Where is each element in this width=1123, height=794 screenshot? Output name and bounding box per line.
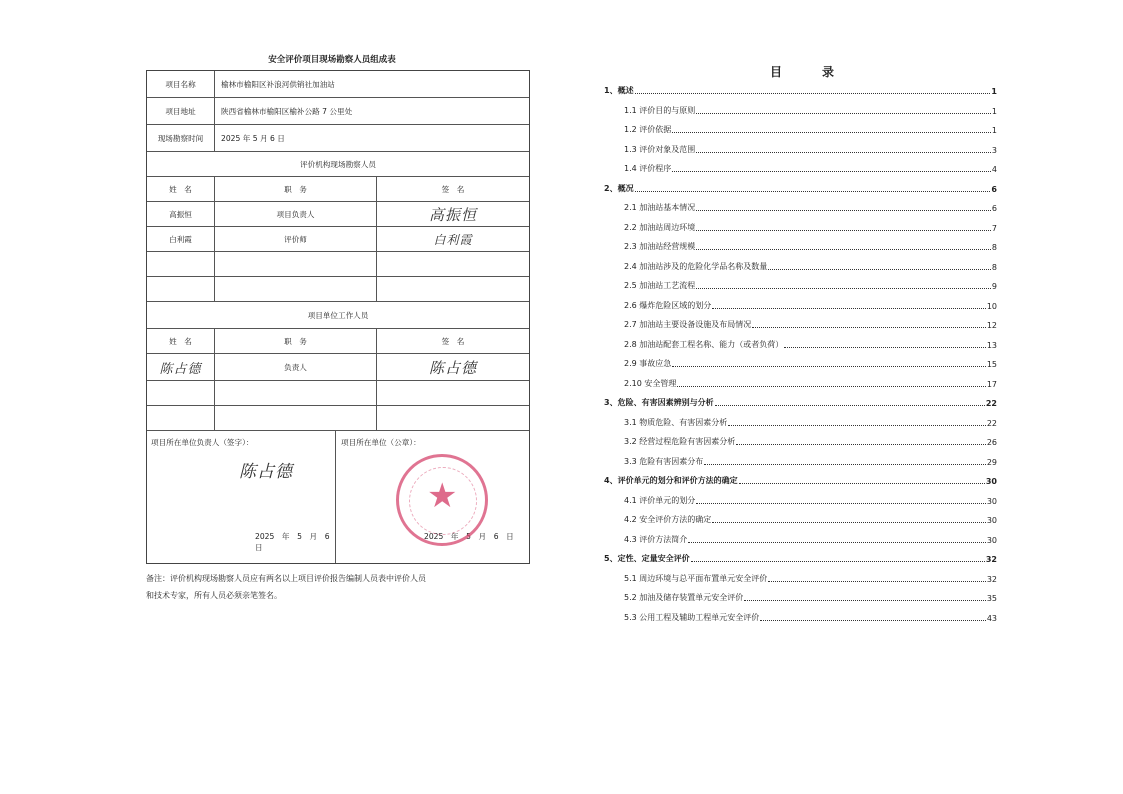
toc-entry[interactable] xyxy=(624,318,997,330)
head-sign-date: 2025 年 5 月 6 日 xyxy=(255,532,338,552)
toc-entry[interactable] xyxy=(624,162,997,174)
toc-entry-text: 5.3 公用工程及辅助工程单元安全评价 xyxy=(624,612,760,622)
unit-seal-date: 2025 年 5 月 6 日 xyxy=(424,532,514,541)
empty-row xyxy=(147,252,529,277)
toc-page-number: 8 xyxy=(991,262,997,272)
toc-entry-text: 3.3 危险有害因素分布 xyxy=(624,456,704,466)
toc-leader-dots xyxy=(784,347,986,348)
toc-entry-text: 3.2 经营过程危险有害因素分析 xyxy=(624,437,736,446)
form-note xyxy=(146,570,531,604)
toc-page-number: 26 xyxy=(986,438,997,447)
toc-page-number: 4 xyxy=(991,165,997,174)
toc-entry-text: 4、评价单元的划分和评价方法的确定 xyxy=(604,476,738,485)
toc-entry[interactable] xyxy=(624,533,997,545)
toc-leader-dots xyxy=(768,581,986,582)
unit-section-row xyxy=(147,302,529,329)
col-name-header: 姓 名 xyxy=(147,177,215,201)
toc-entry-text: 2.5 加油站工艺流程 xyxy=(624,281,696,290)
toc-page-number: 6 xyxy=(991,204,997,213)
toc-page-number: 8 xyxy=(991,243,997,252)
person-name: 白利霞 xyxy=(147,227,215,251)
toc-leader-dots xyxy=(696,152,991,153)
toc-page-number: 9 xyxy=(991,282,997,291)
handwritten-signature: 陈占德 xyxy=(428,358,477,377)
toc-page-number: 7 xyxy=(991,223,997,233)
toc-entry[interactable] xyxy=(624,221,997,233)
toc-page-number: 1 xyxy=(991,106,997,116)
toc-entry-text: 5.2 加油及储存装置单元安全评价 xyxy=(624,593,744,602)
toc-page-number: 43 xyxy=(986,613,997,623)
toc-leader-dots xyxy=(677,386,985,387)
toc-page-number: 17 xyxy=(986,379,997,389)
empty-row xyxy=(147,277,529,302)
empty-row xyxy=(147,406,529,431)
toc-page-number: 22 xyxy=(986,418,997,428)
toc-entry[interactable] xyxy=(604,84,997,96)
toc-leader-dots xyxy=(688,542,986,543)
toc-entry-text: 1、概述 xyxy=(604,86,634,95)
toc-entry[interactable] xyxy=(624,240,997,252)
toc-entry[interactable] xyxy=(624,357,997,369)
toc-leader-dots xyxy=(739,483,985,484)
toc-entry[interactable] xyxy=(624,513,997,525)
toc-entry-text: 2.8 加油站配套工程名称、能力（或者负荷） xyxy=(624,339,784,349)
toc-page-number: 13 xyxy=(986,340,997,350)
toc-entry-text: 2.2 加油站周边环境 xyxy=(624,222,696,232)
project-address-row xyxy=(147,98,529,125)
person-duty: 项目负责人 xyxy=(215,202,377,226)
toc-entry-text: 4.1 评价单元的划分 xyxy=(624,495,696,505)
handwritten-signature: 高振恒 xyxy=(428,205,477,224)
note-line: 备注：评价机构现场勘察人员应有两名以上项目评价报告编制人员表中评价人员 xyxy=(146,574,426,583)
toc-page-number: 32 xyxy=(985,555,997,564)
toc-entry[interactable] xyxy=(624,572,997,584)
toc-leader-dots xyxy=(715,405,985,406)
toc-entry[interactable] xyxy=(624,455,997,467)
toc-page-number: 30 xyxy=(986,516,997,525)
toc-page-number: 1 xyxy=(991,87,997,96)
toc-entry-text: 1.1 评价目的与原则 xyxy=(624,105,696,115)
toc-entry-text: 2.9 事故应急 xyxy=(624,359,672,368)
toc-page-number: 32 xyxy=(986,574,997,584)
toc-entry[interactable] xyxy=(624,104,997,116)
toc-leader-dots xyxy=(696,249,991,250)
toc-page-number: 30 xyxy=(986,535,997,545)
head-handwritten-signature: 陈占德 xyxy=(239,462,293,482)
toc-entry-text: 2.3 加油站经营规模 xyxy=(624,242,696,251)
col-sign-header: 签 名 xyxy=(441,184,465,194)
person-name: 高振恒 xyxy=(147,202,215,226)
toc-leader-dots xyxy=(728,425,986,426)
toc-entry[interactable] xyxy=(604,474,997,486)
toc-leader-dots xyxy=(691,561,985,562)
project-address-value: 陕西省榆林市榆阳区榆补公路 7 公里处 xyxy=(221,106,353,116)
toc-entry[interactable] xyxy=(624,260,997,272)
toc-page-number: 30 xyxy=(985,477,997,486)
toc-entry-text: 4.2 安全评价方法的确定 xyxy=(624,515,712,524)
head-sign-label: 项目所在单位负责人（签字）： xyxy=(151,438,254,447)
toc-leader-dots xyxy=(712,522,986,523)
survey-time-label: 现场勘察时间 xyxy=(147,125,215,151)
toc-page-number: 29 xyxy=(986,457,997,467)
toc-leader-dots xyxy=(672,366,986,367)
project-name-value: 榆林市榆阳区补浪河供销社加油站 xyxy=(221,79,335,89)
toc-page-number: 35 xyxy=(986,594,997,603)
person-duty: 评价师 xyxy=(215,227,377,251)
toc-entry-text: 1.2 评价依据 xyxy=(624,125,672,134)
official-seal xyxy=(396,454,488,546)
table-row xyxy=(147,354,529,381)
toc-entry-text: 5、定性、定量安全评价 xyxy=(604,554,690,563)
form-title: 安全评价项目现场勘察人员组成表 xyxy=(268,55,396,65)
toc-leader-dots xyxy=(696,503,986,504)
head-sign-cell xyxy=(147,431,336,563)
col-duty-header: 职 务 xyxy=(215,177,377,201)
table-row xyxy=(147,202,529,227)
toc-entry[interactable] xyxy=(624,123,997,135)
toc-leader-dots xyxy=(760,620,986,621)
toc-leader-dots xyxy=(696,113,991,114)
toc-leader-dots xyxy=(635,191,991,192)
toc-leader-dots xyxy=(768,269,991,270)
handwritten-name: 陈占德 xyxy=(147,354,215,380)
org-section-row xyxy=(147,152,529,177)
toc-leader-dots xyxy=(696,210,991,211)
toc-entry[interactable] xyxy=(624,494,997,506)
toc-entry-text: 2.10 安全管理 xyxy=(624,378,677,388)
toc-entry[interactable] xyxy=(604,552,997,564)
toc-entry[interactable] xyxy=(624,338,997,350)
org-section-title: 评价机构现场勘察人员 xyxy=(300,159,376,169)
toc-entry-text: 2.7 加油站主要设备设施及布局情况 xyxy=(624,320,752,329)
project-name-label: 项目名称 xyxy=(147,71,215,97)
note-line: 和技术专家，所有人员必须亲笔签名。 xyxy=(146,591,282,600)
person-duty: 负责人 xyxy=(215,354,377,380)
toc-entry[interactable] xyxy=(624,299,997,311)
toc-entry-text: 2、概况 xyxy=(604,183,634,193)
toc-entry[interactable] xyxy=(624,377,997,389)
survey-form-page xyxy=(128,50,536,610)
table-row xyxy=(147,227,529,252)
project-address-label: 项目地址 xyxy=(147,98,215,124)
toc-page-number: 10 xyxy=(986,301,997,311)
col-duty-header: 职 务 xyxy=(215,329,377,353)
toc-entry[interactable] xyxy=(624,591,997,603)
toc-leader-dots xyxy=(635,93,991,94)
unit-header-row xyxy=(147,329,529,354)
toc-entry[interactable] xyxy=(624,435,997,447)
toc-leader-dots xyxy=(696,288,991,289)
toc-leader-dots xyxy=(672,171,991,172)
toc-leader-dots xyxy=(696,230,991,231)
seal-star-icon: ★ xyxy=(427,476,458,516)
org-header-row xyxy=(147,177,529,202)
survey-time-value: 2025 年 5 月 6 日 xyxy=(221,133,285,143)
toc-entry-text: 1.3 评价对象及范围 xyxy=(624,144,696,154)
empty-row xyxy=(147,381,529,406)
unit-seal-label: 项目所在单位（公章）： xyxy=(341,438,421,447)
toc-page-number: 30 xyxy=(986,496,997,506)
toc-entry-text: 1.4 评价程序 xyxy=(624,164,672,173)
unit-section-title: 项目单位工作人员 xyxy=(307,310,369,320)
toc-page-number: 12 xyxy=(986,321,997,330)
handwritten-signature: 白利霞 xyxy=(433,232,473,247)
toc-entry-text: 4.3 评价方法简介 xyxy=(624,534,688,544)
toc-leader-dots xyxy=(752,327,986,328)
toc-page-number: 6 xyxy=(991,184,997,194)
toc-leader-dots xyxy=(744,600,986,601)
toc-entry[interactable] xyxy=(604,396,997,408)
toc-entry[interactable] xyxy=(624,279,997,291)
toc-page-number: 3 xyxy=(991,145,997,155)
toc-leader-dots xyxy=(672,132,991,133)
toc-entry[interactable] xyxy=(624,611,997,623)
toc-page-number: 22 xyxy=(985,399,997,408)
toc-entry[interactable] xyxy=(624,416,997,428)
toc-title: 目 录 xyxy=(770,65,849,79)
toc-entry-text: 2.4 加油站涉及的危险化学品名称及数量 xyxy=(624,261,768,271)
toc-entry[interactable] xyxy=(624,201,997,213)
col-name-header: 姓 名 xyxy=(147,329,215,353)
toc-entry-text: 2.1 加油站基本情况 xyxy=(624,203,696,212)
toc-leader-dots xyxy=(736,444,986,445)
toc-leader-dots xyxy=(712,308,986,309)
toc-page-number: 15 xyxy=(986,360,997,369)
toc-entry-text: 5.1 周边环境与总平面布置单元安全评价 xyxy=(624,573,768,583)
toc-entry-text: 3、危险、有害因素辨别与分析 xyxy=(604,398,714,407)
survey-time-row xyxy=(147,125,529,152)
toc-entry[interactable] xyxy=(604,182,997,194)
toc-entry[interactable] xyxy=(624,143,997,155)
toc-leader-dots xyxy=(704,464,986,465)
toc-entry-text: 2.6 爆炸危险区域的划分 xyxy=(624,300,712,310)
col-sign-header: 签 名 xyxy=(441,336,465,346)
toc-page-number: 1 xyxy=(991,126,997,135)
project-name-row xyxy=(147,71,529,98)
toc-entry-text: 3.1 物质危险、有害因素分析 xyxy=(624,417,728,427)
